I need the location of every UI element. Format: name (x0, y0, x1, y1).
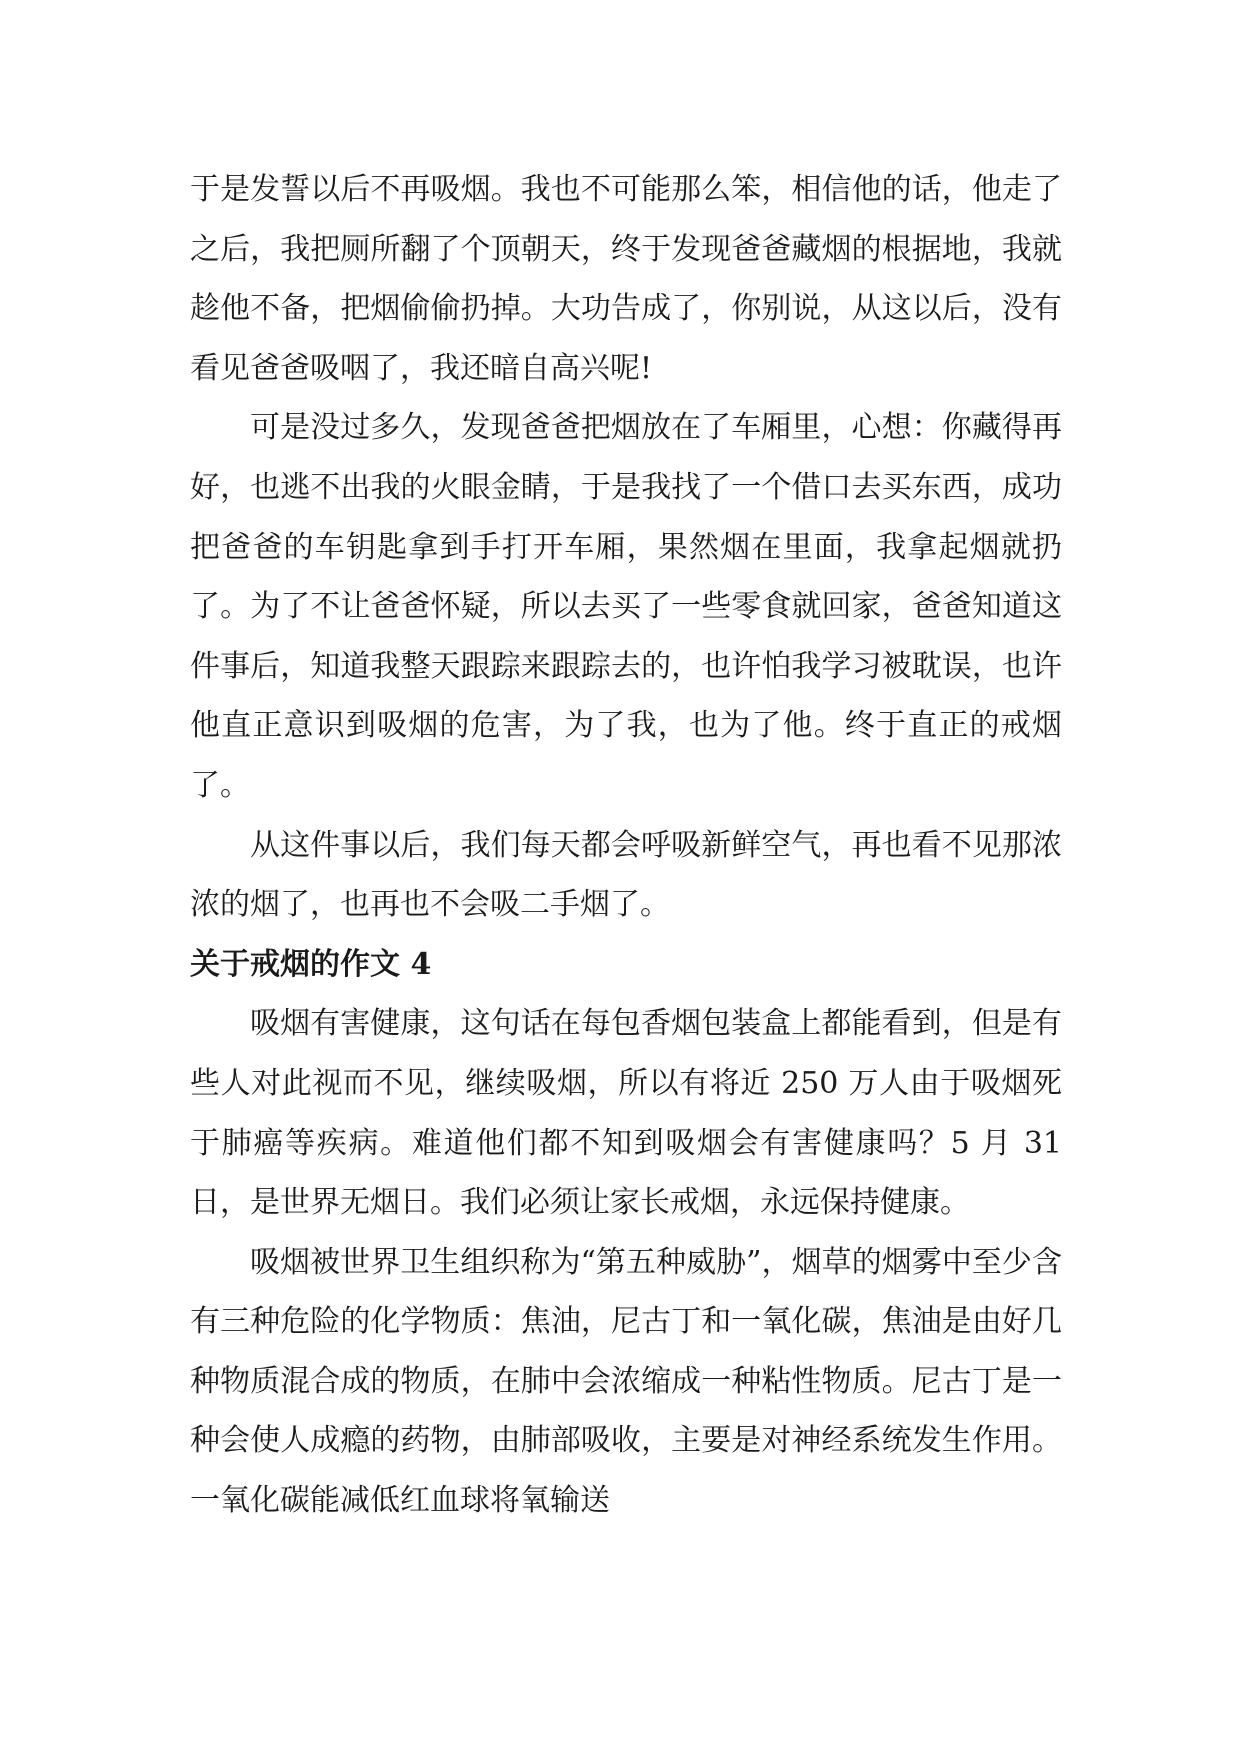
paragraph-chemicals: 吸烟被世界卫生组织称为“第五种威胁”，烟草的烟雾中至少含有三种危险的化学物质：焦油，尼古丁和一氧化碳，焦油是由好几种物质混合成的物质，在肺中会浓缩成一种粘性物质。尼古丁是一种会使人成瘾的药物，由肺部吸收，主要是对神经系统发生作用。一氧化碳能减低红血球将氧输送 (190, 1244, 1062, 1519)
section-heading: 关于戒烟的作文 4 (190, 946, 432, 982)
paragraph-smoking-harm: 吸烟有害健康，这句话在每包香烟包装盒上都能看到，但是有些人对此视而不见，继续吸烟，所以有将近 250 万人由于吸烟死于肺癌等疾病。难道他们都不知到吸烟会有害健康吗？5 月 31 日，是世界无烟日。我们必须让家长戒烟，永远保持健康。 (190, 1006, 1062, 1221)
paragraph-continued: 于是发誓以后不再吸烟。我也不可能那么笨，相信他的话，他走了之后，我把厕所翻了个顶朝天，终于发现爸爸藏烟的根据地，我就趁他不备，把烟偷偷扔掉。大功告成了，你别说，从这以后，没有看见爸爸吸咽了，我还暗自高兴呢! (190, 172, 1062, 386)
paragraph-fresh-air: 从这件事以后，我们每天都会呼吸新鲜空气，再也看不见那浓浓的烟了，也再也不会吸二手烟了。 (190, 827, 1062, 923)
document-body (190, 160, 1062, 1531)
paragraph-car-trunk: 可是没过多久，发现爸爸把烟放在了车厢里，心想：你藏得再好，也逃不出我的火眼金睛，于是我找了一个借口去买东西，成功把爸爸的车钥匙拿到手打开车厢，果然烟在里面，我拿起烟就扔了。为了不让爸爸怀疑，所以去买了一些零食就回家，爸爸知道这件事后，知道我整天跟踪来跟踪去的，也许怕我学习被耽误，也许他直正意识到吸烟的危害，为了我，也为了他。终于直正的戒烟了。 (190, 410, 1062, 803)
